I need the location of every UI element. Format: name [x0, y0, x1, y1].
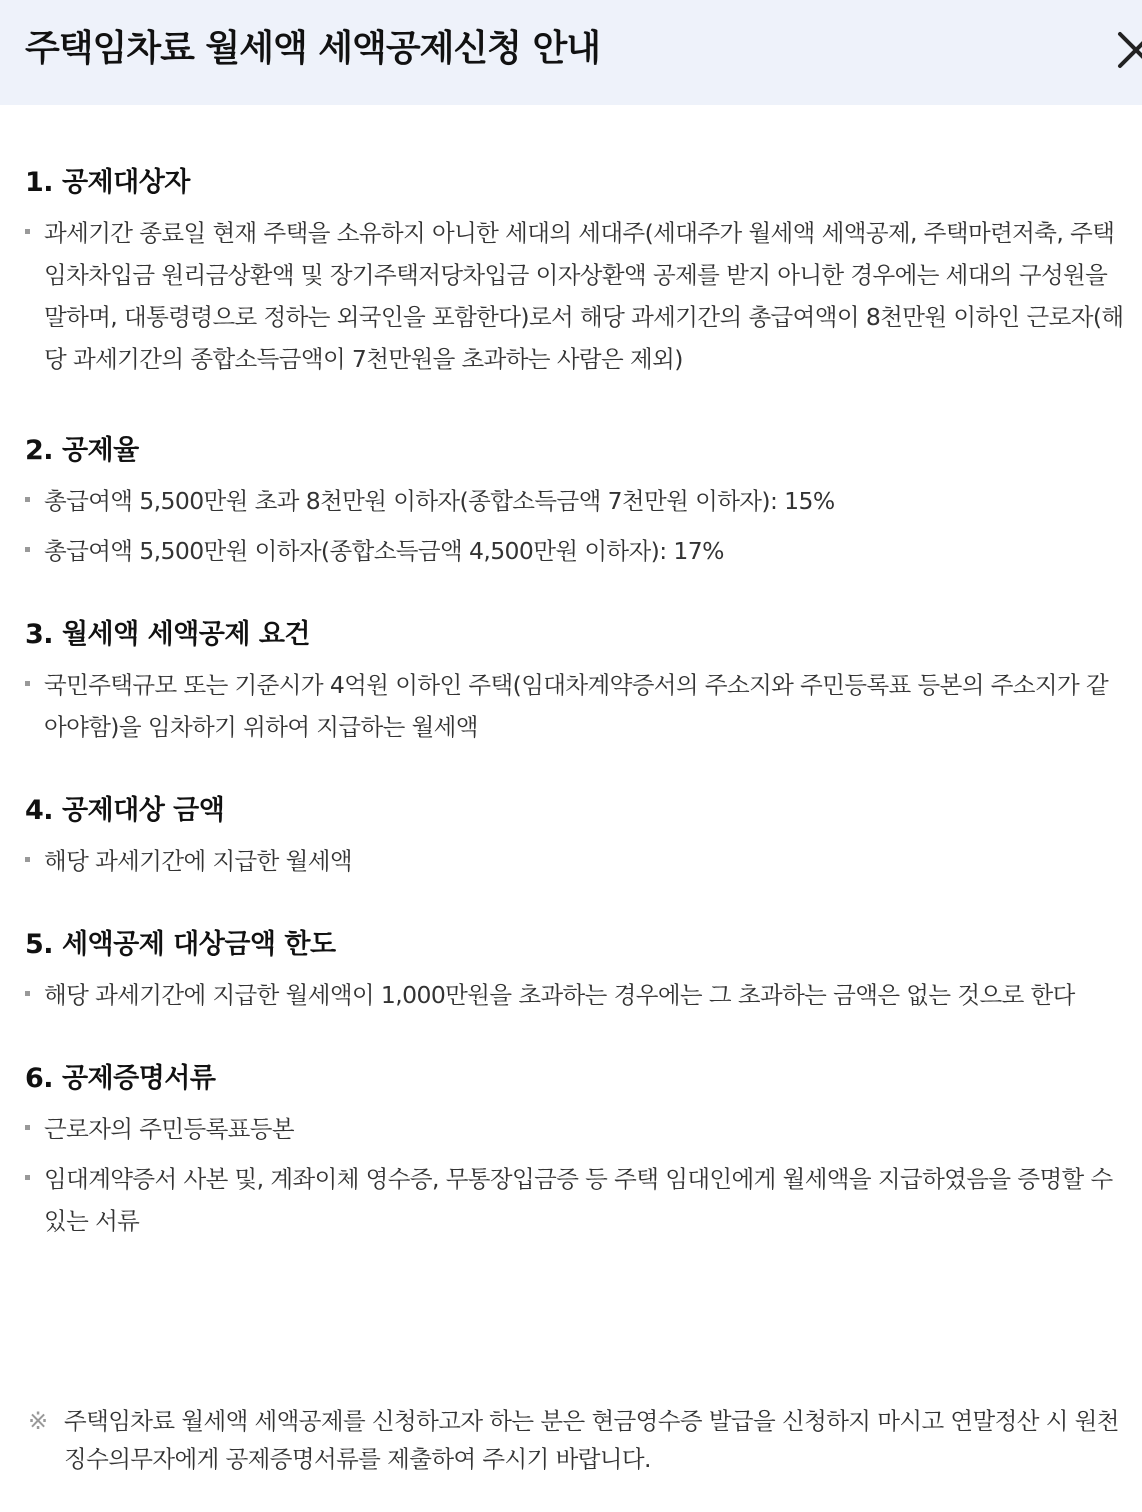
list-item	[25, 212, 1125, 380]
list-item-text: 근로자의 주민등록표등본	[44, 1115, 294, 1143]
close-icon	[1116, 30, 1142, 70]
bullet-square-icon	[25, 497, 30, 502]
bullet-square-icon	[25, 1175, 30, 1180]
list-item	[25, 1158, 1125, 1242]
reference-mark-icon: ※	[28, 1407, 48, 1435]
list-item-text: 해당 과세기간에 지급한 월세액	[44, 847, 352, 875]
modal-header	[0, 0, 1142, 105]
list-item-text: 임대계약증서 사본 및, 계좌이체 영수증, 무통장입금증 등 주택 임대인에게 월세액을 지급하였음을 증명할 수 있는 서류	[44, 1165, 1113, 1235]
list-item-text: 국민주택규모 또는 기준시가 4억원 이하인 주택(임대차계약증서의 주소지와 주민등록표 등본의 주소지가 같아야함)을 임차하기 위하여 지급하는 월세액	[44, 671, 1109, 741]
close-button[interactable]	[1116, 30, 1142, 70]
section-requirements	[25, 612, 1125, 748]
section-deduction-amount	[25, 788, 1125, 882]
section-title: 6. 공제증명서류	[25, 1063, 216, 1094]
bullet-list	[25, 480, 1125, 572]
footnote-text: 주택임차료 월세액 세액공제를 신청하고자 하는 분은 현금영수증 발급을 신청하지 마시고 연말정산 시 원천징수의무자에게 공제증명서류를 제출하여 주시기 바랍니다.	[64, 1407, 1119, 1473]
section-title: 2. 공제율	[25, 435, 139, 466]
list-item-text: 총급여액 5,500만원 초과 8천만원 이하자(종합소득금액 7천만원 이하자): 15%	[44, 487, 835, 515]
list-item	[25, 974, 1125, 1016]
bullet-list	[25, 974, 1125, 1016]
list-item-text: 총급여액 5,500만원 이하자(종합소득금액 4,500만원 이하자): 17%	[44, 537, 724, 565]
list-item	[25, 480, 1125, 522]
section-deduction-rate	[25, 428, 1125, 572]
section-proof-documents	[25, 1056, 1125, 1242]
bullet-list	[25, 1108, 1125, 1242]
bullet-list	[25, 840, 1125, 882]
list-item-text: 해당 과세기간에 지급한 월세액이 1,000만원을 초과하는 경우에는 그 초과하는 금액은 없는 것으로 한다	[44, 981, 1075, 1009]
list-item	[25, 664, 1125, 748]
list-item	[25, 1108, 1125, 1150]
bullet-square-icon	[25, 547, 30, 552]
section-title: 3. 월세액 세액공제 요건	[25, 619, 310, 650]
modal-title: 주택임차료 월세액 세액공제신청 안내	[25, 28, 601, 69]
bullet-square-icon	[25, 681, 30, 686]
bullet-square-icon	[25, 1125, 30, 1130]
list-item	[25, 840, 1125, 882]
section-deduction-target	[25, 160, 1125, 380]
list-item	[25, 530, 1125, 572]
section-title: 1. 공제대상자	[25, 167, 190, 198]
section-title: 4. 공제대상 금액	[25, 795, 225, 826]
bullet-square-icon	[25, 857, 30, 862]
bullet-square-icon	[25, 229, 30, 234]
section-amount-limit	[25, 922, 1125, 1016]
bullet-list	[25, 664, 1125, 748]
modal-body	[25, 160, 1125, 1242]
footnote	[28, 1402, 1128, 1478]
bullet-square-icon	[25, 991, 30, 996]
list-item-text: 과세기간 종료일 현재 주택을 소유하지 아니한 세대의 세대주(세대주가 월세액 세액공제, 주택마련저축, 주택임차차입금 원리금상환액 및 장기주택저당차입금 이자상환액 공제를 받지 아니한 경우에는 세대의 구성원을 말하며, 대통령령으로 정하는 외국인을 포함한다)로서 해당 과세기간의 총급여액이 8천만원 이하인 근로자(해당 과세기간의 종합소득금액이 7천만원을 초과하는 사람은 제외)	[44, 219, 1124, 373]
section-title: 5. 세액공제 대상금액 한도	[25, 929, 336, 960]
bullet-list	[25, 212, 1125, 380]
